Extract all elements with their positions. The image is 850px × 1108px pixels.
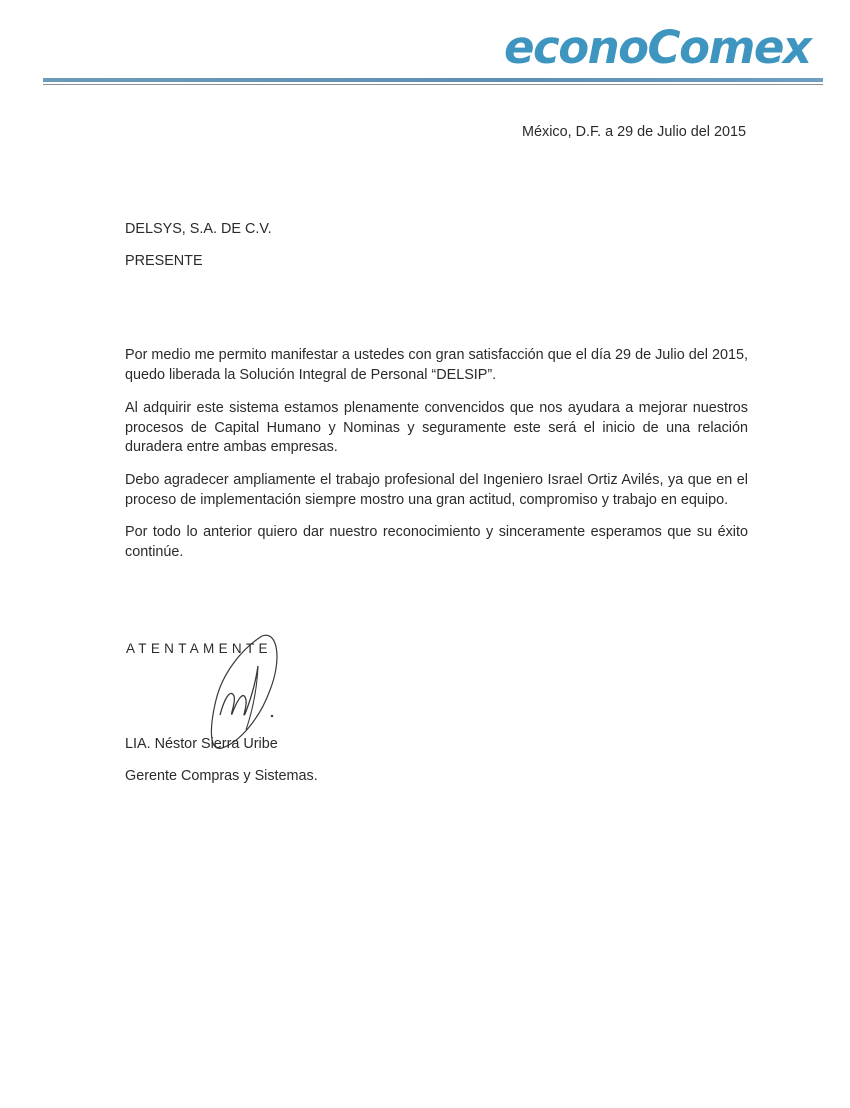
paragraph: Debo agradecer ampliamente el trabajo profesional del Ingeniero Israel Ortiz Avilés, ya que en el proceso de implementación siempre mostro una gran actitud, compromiso y trabajo en equipo. (125, 472, 748, 508)
paragraph: Por medio me permito manifestar a ustedes con gran satisfacción que el día 29 de Julio del 2015, quedo liberada la Solución Integral de Personal “DELSIP”. (125, 347, 748, 383)
paragraph: Al adquirir este sistema estamos plenamente convencidos que nos ayudara a mejorar nuestros procesos de Capital Humano y Nominas y seguramente este será el inicio de una relación duradera entre ambas empresas. (125, 400, 748, 455)
handwritten-signature (200, 630, 290, 750)
signer-name: LIA. Néstor Sierra Uribe (125, 736, 278, 752)
header-rule-thin (43, 84, 823, 85)
signer-title: Gerente Compras y Sistemas. (125, 768, 318, 784)
header-rule (43, 78, 823, 82)
paragraph: Por todo lo anterior quiero dar nuestro reconocimiento y sinceramente esperamos que su éxito continúe. (125, 524, 748, 560)
place-date: México, D.F. a 29 de Julio del 2015 (522, 124, 746, 140)
recipient: DELSYS, S.A. DE C.V. (125, 221, 272, 237)
econocomex-logo: econoComex (504, 21, 811, 74)
recipient-presente: PRESENTE (125, 253, 203, 269)
closing: ATENTAMENTE (126, 641, 272, 656)
